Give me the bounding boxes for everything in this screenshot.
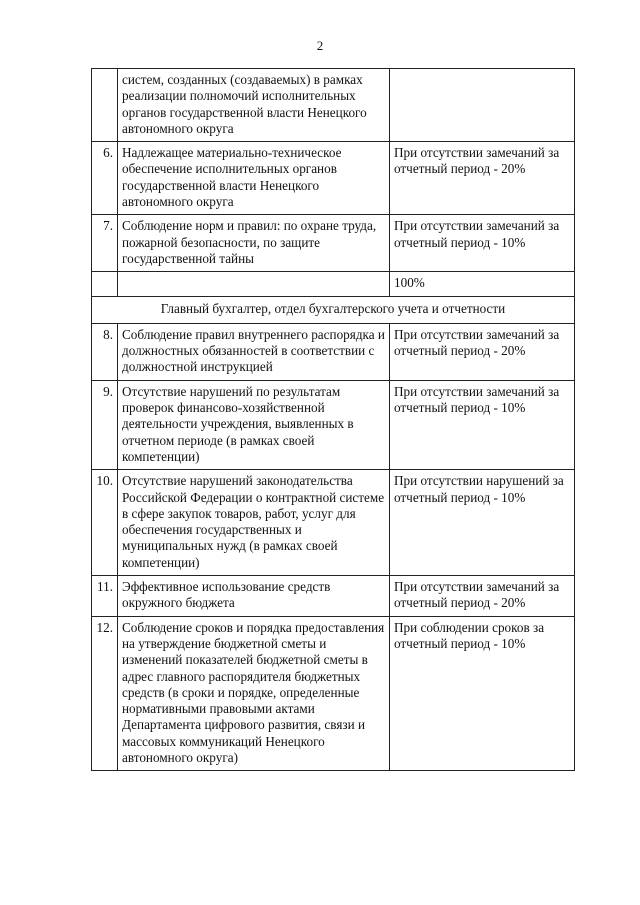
row-number: 7.	[92, 215, 118, 272]
criterion-cell: Соблюдение правил внутреннего распорядка и должностных обязанностей в соответствии с должностной инструкцией	[118, 323, 390, 380]
row-number	[92, 272, 118, 296]
section-title: Главный бухгалтер, отдел бухгалтерского учета и отчетности	[92, 296, 575, 323]
value-cell: При отсутствии замечаний за отчетный период - 20%	[390, 576, 575, 617]
row-number: 8.	[92, 323, 118, 380]
value-cell: При отсутствии замечаний за отчетный период - 10%	[390, 380, 575, 469]
table-row	[92, 142, 575, 215]
criterion-cell: Отсутствие нарушений законодательства Российской Федерации о контрактной системе в сфере закупок товаров, работ, услуг для обеспечения государственных и муниципальных нужд (в рамках своей компетенции)	[118, 470, 390, 576]
value-cell: При отсутствии замечаний за отчетный период - 20%	[390, 142, 575, 215]
criteria-table	[91, 68, 575, 771]
row-number: 6.	[92, 142, 118, 215]
total-row	[92, 272, 575, 296]
row-number: 11.	[92, 576, 118, 617]
criterion-cell: систем, созданных (создаваемых) в рамках реализации полномочий исполнительных органов государственной власти Ненецкого автономного округа	[118, 69, 390, 142]
value-cell: При отсутствии замечаний за отчетный период - 20%	[390, 323, 575, 380]
criterion-cell	[118, 272, 390, 296]
value-cell: При соблюдении сроков за отчетный период - 10%	[390, 616, 575, 771]
table-row	[92, 323, 575, 380]
value-cell: При отсутствии нарушений за отчетный период - 10%	[390, 470, 575, 576]
table-row	[92, 380, 575, 469]
value-cell: При отсутствии замечаний за отчетный период - 10%	[390, 215, 575, 272]
page-number: 2	[316, 38, 324, 53]
row-number: 10.	[92, 470, 118, 576]
row-number	[92, 69, 118, 142]
section-header-row	[92, 296, 575, 323]
table-row	[92, 69, 575, 142]
row-number: 12.	[92, 616, 118, 771]
row-number: 9.	[92, 380, 118, 469]
criterion-cell: Надлежащее материально-техническое обеспечение исполнительных органов государственной власти Ненецкого автономного округа	[118, 142, 390, 215]
table-row	[92, 470, 575, 576]
criterion-cell: Отсутствие нарушений по результатам проверок финансово-хозяйственной деятельности учреждения, выявленных в отчетном периоде (в рамках своей компетенции)	[118, 380, 390, 469]
criterion-cell: Эффективное использование средств окружного бюджета	[118, 576, 390, 617]
table-row	[92, 215, 575, 272]
value-cell	[390, 69, 575, 142]
criterion-cell: Соблюдение сроков и порядка предоставления на утверждение бюджетной сметы и изменений показателей бюджетной сметы в адрес главного распорядителя бюджетных средств (в сроки и порядке, определенные нормативными правовыми актами Департамента цифрового развития, связи и массовых коммуникаций Ненецкого автономного округа)	[118, 616, 390, 771]
criterion-cell: Соблюдение норм и правил: по охране труда, пожарной безопасности, по защите государственной тайны	[118, 215, 390, 272]
table-row	[92, 576, 575, 617]
total-value-cell: 100%	[390, 272, 575, 296]
table-row	[92, 616, 575, 771]
